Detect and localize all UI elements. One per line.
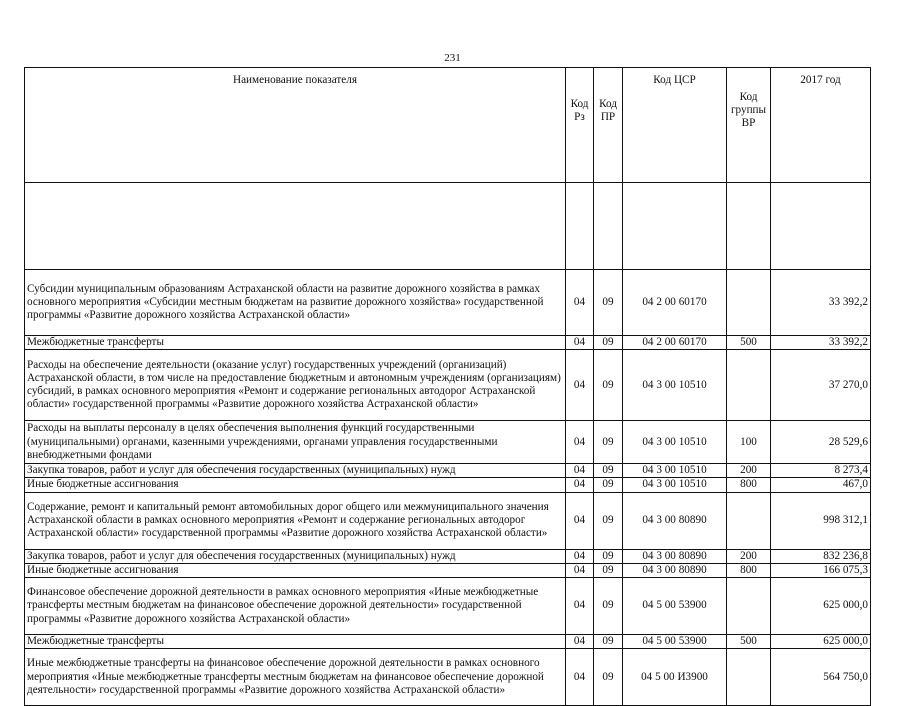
row-name: Иные межбюджетные трансферты на финансовое обеспечение дорожной деятельности в рамках основного мероприятия «Иные межбюджетные трансферты местным бюджетам на финансовое обеспечение дорожной деятельности» государственной программы «Развитие дорожного хозяйства Астраханской области» [25, 649, 566, 706]
row-amount: 998 312,1 [771, 492, 871, 549]
row-csr: 04 2 00 60170 [623, 336, 727, 350]
row-rz: 04 [566, 563, 594, 577]
row-name: Субсидии муниципальным образованиям Астраханской области на развитие дорожного хозяйства в рамках основного мероприятия «Субсидии местным бюджетам на развитие дорожного хозяйства» государственной программы «Развитие дорожного хозяйства Астраханской области» [25, 270, 566, 336]
budget-table [24, 67, 871, 706]
row-rz: 04 [566, 270, 594, 336]
header-csr: Код ЦСР [623, 68, 727, 183]
row-rz: 04 [566, 336, 594, 350]
row-pr: 09 [594, 350, 623, 421]
row-rz: 04 [566, 549, 594, 563]
row-rz: 04 [566, 649, 594, 706]
row-amount: 37 270,0 [771, 350, 871, 421]
row-amount: 33 392,2 [771, 336, 871, 350]
row-amount: 8 273,4 [771, 464, 871, 478]
row-vr [727, 270, 771, 336]
row-pr: 09 [594, 578, 623, 635]
row-pr: 09 [594, 421, 623, 464]
row-pr: 09 [594, 635, 623, 649]
row-name: Закупка товаров, работ и услуг для обеспечения государственных (муниципальных) нужд [25, 464, 566, 478]
row-amount: 832 236,8 [771, 549, 871, 563]
row-pr: 09 [594, 336, 623, 350]
row-pr: 09 [594, 649, 623, 706]
row-pr: 09 [594, 464, 623, 478]
row-vr: 200 [727, 464, 771, 478]
row-amount: 28 529,6 [771, 421, 871, 464]
header-pr: Код ПР [594, 68, 623, 183]
row-rz: 04 [566, 478, 594, 492]
row-csr: 04 5 00 53900 [623, 635, 727, 649]
row-csr: 04 2 00 60170 [623, 270, 727, 336]
row-csr: 04 3 00 80890 [623, 563, 727, 577]
header-year: 2017 год [771, 68, 871, 183]
row-amount: 564 750,0 [771, 649, 871, 706]
table-row [25, 563, 871, 577]
table-header-row [25, 68, 871, 183]
page-number: 231 [444, 52, 461, 64]
row-amount: 467,0 [771, 478, 871, 492]
row-csr: 04 3 00 10510 [623, 421, 727, 464]
row-vr: 800 [727, 478, 771, 492]
row-csr: 04 3 00 10510 [623, 350, 727, 421]
row-vr: 100 [727, 421, 771, 464]
row-rz: 04 [566, 421, 594, 464]
row-pr: 09 [594, 270, 623, 336]
header-gap [25, 183, 871, 270]
row-vr: 200 [727, 549, 771, 563]
row-vr [727, 649, 771, 706]
row-vr [727, 578, 771, 635]
row-amount: 625 000,0 [771, 635, 871, 649]
table-row [25, 421, 871, 464]
table-row [25, 549, 871, 563]
row-rz: 04 [566, 635, 594, 649]
row-rz: 04 [566, 578, 594, 635]
row-name: Межбюджетные трансферты [25, 336, 566, 350]
row-vr [727, 350, 771, 421]
header-name: Наименование показателя [25, 68, 566, 183]
row-amount: 625 000,0 [771, 578, 871, 635]
table-row [25, 492, 871, 549]
row-name: Расходы на выплаты персоналу в целях обеспечения выполнения функций государственными (муниципальными) органами, казенными учреждениями, органами управления государственными внебюджетными фондами [25, 421, 566, 464]
row-name: Содержание, ремонт и капитальный ремонт автомобильных дорог общего или межмуниципального значения Астраханской области в рамках основного мероприятия «Ремонт и содержание региональных автодорог Астраханской области» государственной программы «Развитие дорожного хозяйства Астраханской области» [25, 492, 566, 549]
row-pr: 09 [594, 478, 623, 492]
table-row [25, 464, 871, 478]
row-csr: 04 3 00 10510 [623, 464, 727, 478]
table-row [25, 578, 871, 635]
row-rz: 04 [566, 350, 594, 421]
table-body [25, 270, 871, 706]
row-csr: 04 5 00 53900 [623, 578, 727, 635]
row-pr: 09 [594, 492, 623, 549]
row-pr: 09 [594, 563, 623, 577]
table-row [25, 478, 871, 492]
row-csr: 04 3 00 10510 [623, 478, 727, 492]
row-rz: 04 [566, 464, 594, 478]
table-row [25, 336, 871, 350]
table-row [25, 350, 871, 421]
row-csr: 04 3 00 80890 [623, 549, 727, 563]
row-name: Расходы на обеспечение деятельности (оказание услуг) государственных учреждений (организаций) Астраханской области, в том числе на предоставление бюджетным и автономным учреждениям (организациям) субсидий, в рамках основного мероприятия «Ремонт и содержание региональных автодорог Астраханской области» государственной программы «Развитие дорожного хозяйства Астраханской области» [25, 350, 566, 421]
row-name: Межбюджетные трансферты [25, 635, 566, 649]
header-vr: Код группы ВР [727, 68, 771, 183]
row-pr: 09 [594, 549, 623, 563]
row-rz: 04 [566, 492, 594, 549]
table-row [25, 635, 871, 649]
row-name: Закупка товаров, работ и услуг для обеспечения государственных (муниципальных) нужд [25, 549, 566, 563]
row-vr [727, 492, 771, 549]
table-row [25, 270, 871, 336]
row-amount: 166 075,3 [771, 563, 871, 577]
row-csr: 04 3 00 80890 [623, 492, 727, 549]
table-row [25, 649, 871, 706]
row-csr: 04 5 00 И3900 [623, 649, 727, 706]
row-name: Иные бюджетные ассигнования [25, 563, 566, 577]
row-amount: 33 392,2 [771, 270, 871, 336]
row-vr: 500 [727, 336, 771, 350]
row-vr: 800 [727, 563, 771, 577]
header-rz: Код Рз [566, 68, 594, 183]
row-vr: 500 [727, 635, 771, 649]
row-name: Иные бюджетные ассигнования [25, 478, 566, 492]
row-name: Финансовое обеспечение дорожной деятельности в рамках основного мероприятия «Иные межбюджетные трансферты местным бюджетам на финансовое обеспечение дорожной деятельности» государственной программы «Развитие дорожного хозяйства Астраханской области» [25, 578, 566, 635]
